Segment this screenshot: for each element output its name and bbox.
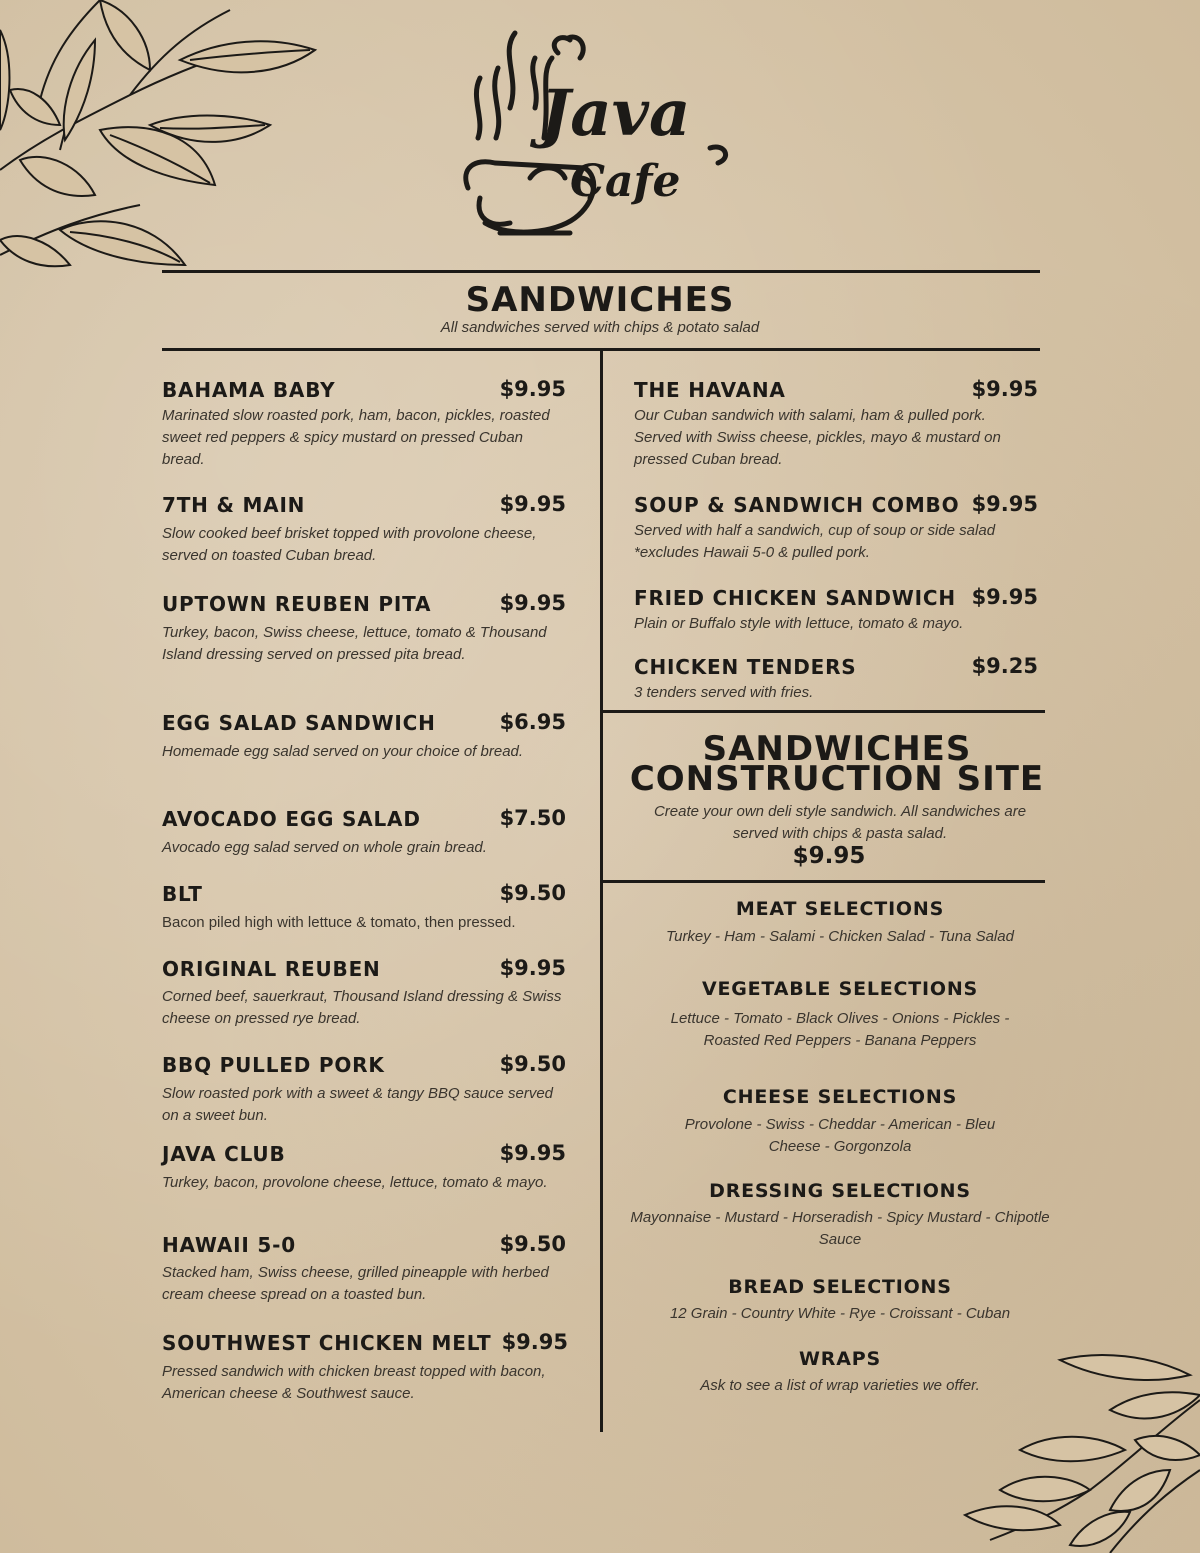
menu-item-price: $9.95 xyxy=(499,492,566,516)
header-top-rule xyxy=(162,270,1040,273)
logo-line1: Java xyxy=(540,76,691,151)
menu-item-price: $9.95 xyxy=(499,956,566,980)
menu-item-price: $9.95 xyxy=(499,377,566,401)
selection-title: WRAPS xyxy=(799,1348,881,1370)
menu-item-name: JAVA CLUB xyxy=(162,1142,286,1166)
menu-item-description: Slow roasted pork with a sweet & tangy BBQ sauce served on a sweet bun. xyxy=(162,1085,554,1124)
menu-item-name: SOUP & SANDWICH COMBO xyxy=(634,493,960,517)
selection-description: Provolone - Swiss - Cheddar - American - Bleu Cheese - Gorgonzola xyxy=(684,1116,996,1155)
selection-title: DRESSING SELECTIONS xyxy=(709,1180,971,1202)
selection-description: Turkey - Ham - Salami - Chicken Salad - Tuna Salad xyxy=(666,928,1014,945)
menu-item-name: HAWAII 5-0 xyxy=(162,1233,296,1257)
menu-item-description: Turkey, bacon, provolone cheese, lettuce, tomato & mayo. xyxy=(162,1174,548,1191)
selection-description: 12 Grain - Country White - Rye - Croissant - Cuban xyxy=(669,1305,1011,1322)
menu-item-description: 3 tenders served with fries. xyxy=(634,684,814,701)
construction-title-line2: CONSTRUCTION SITE xyxy=(629,759,1045,799)
menu-item-price: $9.50 xyxy=(499,1052,566,1076)
menu-item-name: EGG SALAD SANDWICH xyxy=(162,711,436,735)
menu-item-name: FRIED CHICKEN SANDWICH xyxy=(634,586,956,610)
selection-title: CHEESE SELECTIONS xyxy=(722,1086,958,1108)
menu-item-description: Pressed sandwich with chicken breast topped with bacon, American cheese & Southwest sauce. xyxy=(162,1363,546,1402)
section-subtitle: All sandwiches served with chips & potato salad xyxy=(440,319,760,336)
menu-item-description: Plain or Buffalo style with lettuce, tomato & mayo. xyxy=(634,615,964,632)
section-title: SANDWICHES xyxy=(465,280,735,320)
column-divider xyxy=(600,350,603,1432)
selection-description: Lettuce - Tomato - Black Olives - Onions - Pickles - Roasted Red Peppers - Banana Peppers xyxy=(670,1010,1010,1049)
menu-item-name: SOUTHWEST CHICKEN MELT xyxy=(162,1331,492,1355)
selection-title: BREAD SELECTIONS xyxy=(728,1276,952,1298)
menu-item-name: BBQ PULLED PORK xyxy=(162,1053,385,1077)
menu-item-price: $9.95 xyxy=(501,1330,568,1354)
selection-description: Mayonnaise - Mustard - Horseradish - Spicy Mustard - Chipotle Sauce xyxy=(630,1209,1050,1248)
cafe-logo xyxy=(440,28,740,248)
menu-item-description: Bacon piled high with lettuce & tomato, then pressed. xyxy=(162,914,516,931)
menu-item-description: Served with half a sandwich, cup of soup or side salad *excludes Hawaii 5-0 & pulled pork. xyxy=(634,522,996,561)
menu-item-description: Stacked ham, Swiss cheese, grilled pineapple with herbed cream cheese spread on a toasted bun. xyxy=(162,1264,549,1303)
menu-item-price: $6.95 xyxy=(499,710,566,734)
menu-item-description: Slow cooked beef brisket topped with provolone cheese, served on toasted Cuban bread. xyxy=(162,525,537,564)
menu-item-price: $9.95 xyxy=(499,591,566,615)
menu-item-price: $7.50 xyxy=(499,806,566,830)
construction-title-line1: SANDWICHES xyxy=(702,729,972,769)
menu-item-price: $9.25 xyxy=(971,654,1038,678)
menu-item-name: BLT xyxy=(162,882,203,906)
menu-item-description: Avocado egg salad served on whole grain bread. xyxy=(162,839,487,856)
menu-item-price: $9.50 xyxy=(499,881,566,905)
menu-item-description: Homemade egg salad served on your choice of bread. xyxy=(162,743,524,760)
menu-item-price: $9.95 xyxy=(971,585,1038,609)
menu-item-name: ORIGINAL REUBEN xyxy=(162,957,381,981)
menu-item-price: $9.95 xyxy=(499,1141,566,1165)
construction-top-rule xyxy=(602,710,1045,713)
menu-item-description: Corned beef, sauerkraut, Thousand Island dressing & Swiss cheese on pressed rye bread. xyxy=(162,988,562,1027)
menu-item-name: UPTOWN REUBEN PITA xyxy=(162,592,432,616)
construction-bottom-rule xyxy=(602,880,1045,883)
construction-price: $9.95 xyxy=(792,843,866,869)
menu-item-name: BAHAMA BABY xyxy=(162,378,336,402)
logo-line2: Cafe xyxy=(570,156,681,207)
construction-description: Create your own deli style sandwich. All sandwiches are served with chips & pasta salad. xyxy=(653,803,1027,842)
menu-item-price: $9.95 xyxy=(971,492,1038,516)
menu-item-price: $9.95 xyxy=(971,377,1038,401)
menu-item-price: $9.50 xyxy=(499,1232,566,1256)
menu-item-name: CHICKEN TENDERS xyxy=(634,655,857,679)
selection-description: Ask to see a list of wrap varieties we offer. xyxy=(700,1377,980,1394)
selection-title: VEGETABLE SELECTIONS xyxy=(701,978,979,1000)
menu-item-name: THE HAVANA xyxy=(634,378,786,402)
menu-item-name: AVOCADO EGG SALAD xyxy=(162,807,421,831)
leaf-branch-icon xyxy=(0,0,330,290)
menu-item-description: Turkey, bacon, Swiss cheese, lettuce, tomato & Thousand Island dressing served on pressed pita bread. xyxy=(162,624,547,663)
menu-item-description: Marinated slow roasted pork, ham, bacon, pickles, roasted sweet red peppers & spicy mustard on pressed Cuban bread. xyxy=(162,407,550,468)
menu-item-description: Our Cuban sandwich with salami, ham & pulled pork. Served with Swiss cheese, pickles, mayo & mustard on pressed Cuban bread. xyxy=(634,407,1001,468)
menu-item-name: 7TH & MAIN xyxy=(162,493,306,517)
selection-title: MEAT SELECTIONS xyxy=(735,898,945,920)
leaf-branch-icon xyxy=(960,1340,1200,1553)
